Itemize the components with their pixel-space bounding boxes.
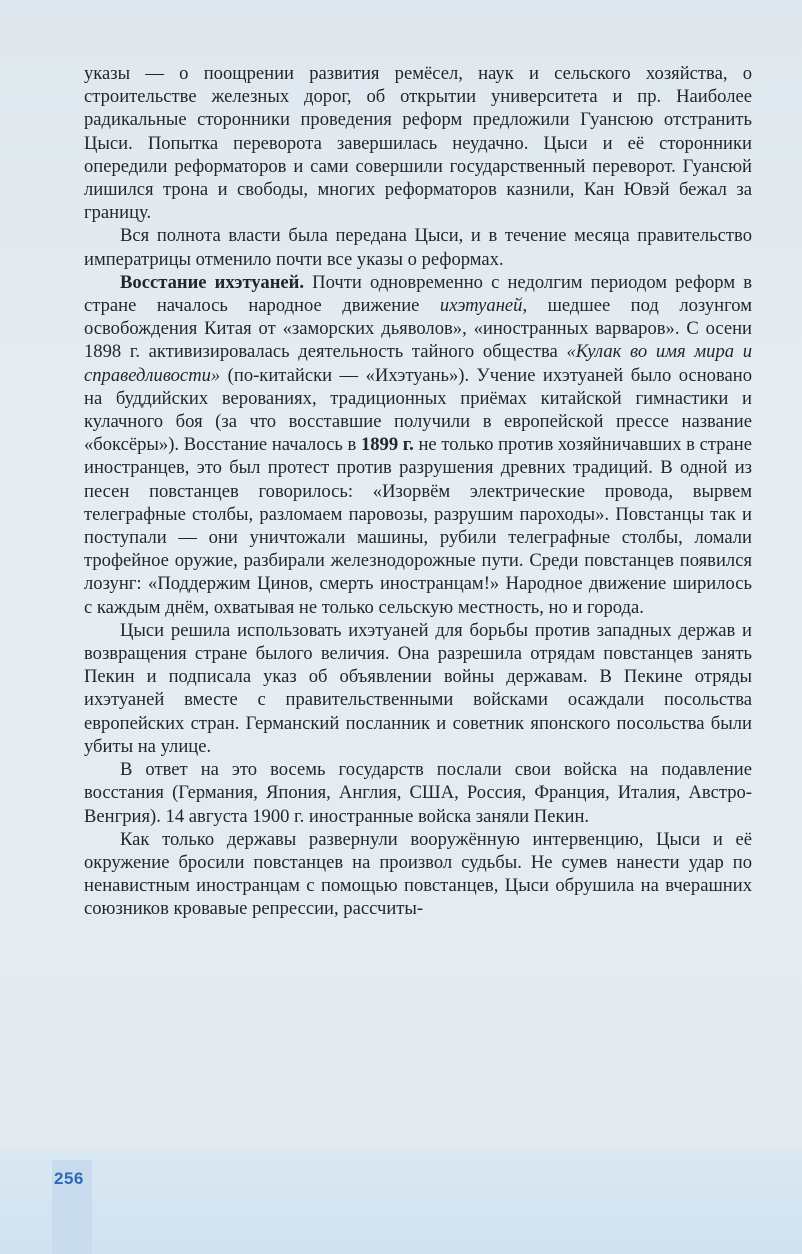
text-run: (по-китайски — «Ихэтуань»). Учение ихэтуаней было основано на буддийских верованиях, традиционных приёмах китайской гимнастики и кулачного боя (за что восставшие получили в европейской прессе название «боксёры»). Восстание началось в [84, 364, 752, 456]
page-number: 256 [54, 1169, 84, 1188]
paragraph [84, 828, 752, 921]
text-run: Вся полнота власти была передана Цыси, и в течение месяца правительство императрицы отменило почти все указы о реформах. [84, 225, 752, 270]
italic-text: «Кулак во имя мира и справедливости» [84, 341, 752, 386]
text-run: не только против хозяйничавших в стране иностранцев, это был протест против разрушения древних традиций. В одной из песен повстанцев говорилось: «Изорвём электрические провода, вырвем телеграфные столбы, разломаем паровозы, разрушим пароходы». Повстанцы так и поступали — они уничтожали машины, рубили телеграфные столбы, ломали трофейное оружие, разбирали железнодорожные пути. Среди повстанцев появился лозунг: «Поддержим Цинов, смерть иностранцам!» Народное движение ширилось с каждым днём, охватывая не только сельскую местность, но и города. [84, 434, 752, 618]
text-run: Как только державы развернули вооружённую интервенцию, Цыси и её окружение бросили повстанцев на произвол судьбы. Не сумев нанести удар по ненавистным иностранцам с помощью повстанцев, Цыси обрушила на вчерашних союзников кровавые репрессии, рассчиты- [84, 828, 752, 920]
bottom-decorative-band [0, 1148, 802, 1254]
text-run: Цыси решила использовать ихэтуаней для борьбы против западных держав и возвращения стране былого величия. Она разрешила отрядам повстанцев занять Пекин и подписала указ об объявлении войны державам. В Пекине отряды ихэтуаней вместе с правительственными войсками осаждали посольства европейских стран. Германский посланник и советник японского посольства были убиты на улице. [84, 619, 752, 757]
bold-text: 1899 г. [360, 434, 414, 456]
text-run: указы — о поощрении развития ремёсел, наук и сельского хозяйства, о строительстве железных дорог, об открытии университета и пр. Наиболее радикальные сторонники проведения реформ предложили Гуансюю отстранить Цыси. Попытка переворота завершилась неудачно. Цыси и её сторонники опередили реформаторов и сами совершили государственный переворот. Гуансюй лишился трона и свободы, многих реформаторов казнили, Кан Ювэй бежал за границу. [84, 63, 752, 224]
paragraph [84, 62, 752, 224]
body-text [84, 62, 752, 921]
text-run: Почти одновременно с недолгим периодом реформ в стране началось народное движение [84, 271, 752, 317]
italic-text: ихэтуаней [439, 295, 523, 317]
text-run: , шедшее под лозунгом освобождения Китая от «заморских дьяволов», «иностранных варваров». С осени 1898 г. активизировалась деятельность тайного общества [84, 295, 752, 363]
bold-text: Восстание ихэтуаней. [120, 271, 305, 293]
paragraph [84, 224, 752, 270]
text-run: В ответ на это восемь государств послали свои войска на подавление восстания (Германия, Япония, Англия, США, Россия, Франция, Италия, Австро-Венгрия). 14 августа 1900 г. иностранные войска заняли Пекин. [84, 759, 752, 827]
paragraph [84, 619, 752, 758]
paragraph [84, 758, 752, 828]
paragraph [84, 271, 752, 619]
